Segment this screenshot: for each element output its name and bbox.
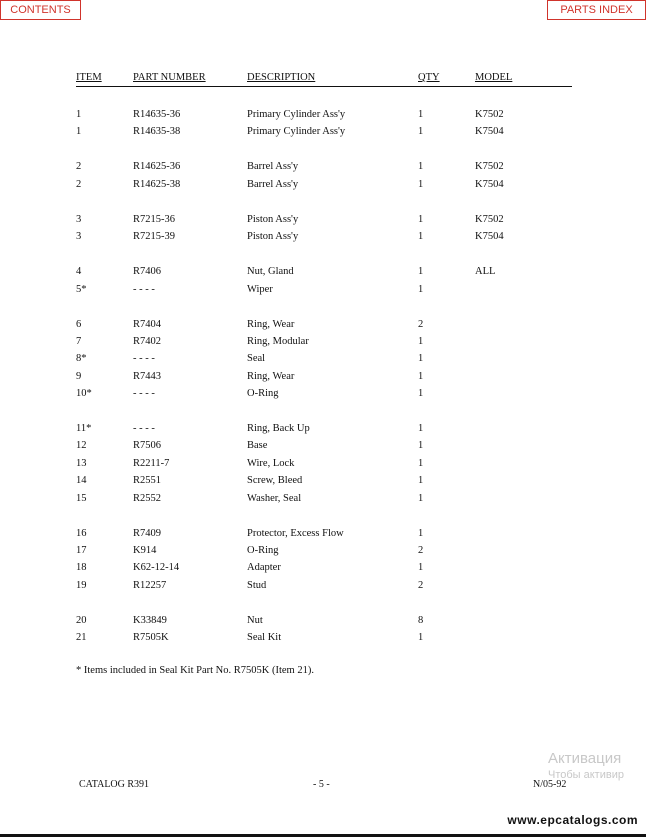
table-row bbox=[76, 179, 572, 196]
cell-item: 20 bbox=[76, 614, 87, 626]
cell-description: Screw, Bleed bbox=[247, 475, 303, 487]
table-row bbox=[76, 528, 572, 545]
table-body bbox=[76, 109, 572, 650]
cell-description: O-Ring bbox=[247, 388, 279, 400]
cell-qty: 1 bbox=[418, 632, 424, 644]
cell-item: 15 bbox=[76, 492, 87, 504]
table-row bbox=[76, 493, 572, 510]
cell-qty: 1 bbox=[418, 562, 424, 574]
cell-description: Adapter bbox=[247, 562, 281, 574]
site-url: www.epcatalogs.com bbox=[507, 813, 638, 827]
cell-item: 1 bbox=[76, 126, 82, 138]
cell-qty: 1 bbox=[418, 335, 424, 347]
cell-qty: 1 bbox=[418, 178, 424, 190]
cell-part-number: K33849 bbox=[133, 614, 167, 626]
cell-item: 6 bbox=[76, 318, 82, 330]
cell-part-number: R14625-36 bbox=[133, 161, 181, 173]
cell-part-number: - - - - bbox=[133, 283, 155, 295]
cell-description: Piston Ass'y bbox=[247, 213, 299, 225]
cell-description: Protector, Excess Flow bbox=[247, 527, 344, 539]
cell-qty: 1 bbox=[418, 527, 424, 539]
cell-part-number: R7404 bbox=[133, 318, 162, 330]
table-row bbox=[76, 319, 572, 336]
table-row bbox=[76, 161, 572, 178]
cell-qty: 1 bbox=[418, 492, 424, 504]
cell-description: Base bbox=[247, 440, 268, 452]
cell-qty: 1 bbox=[418, 109, 424, 120]
table-row bbox=[76, 388, 572, 405]
parts-table bbox=[76, 72, 572, 650]
footer-revision: N/05-92 bbox=[533, 779, 567, 790]
table-row bbox=[76, 562, 572, 579]
cell-item: 16 bbox=[76, 527, 87, 539]
table-row bbox=[76, 109, 572, 126]
cell-part-number: R7402 bbox=[133, 335, 162, 347]
header-model: MODEL bbox=[475, 72, 513, 83]
table-row bbox=[76, 545, 572, 562]
cell-item: 11* bbox=[76, 423, 92, 435]
cell-part-number: R2552 bbox=[133, 492, 162, 504]
cell-description: Wire, Lock bbox=[247, 457, 295, 469]
cell-item: 3 bbox=[76, 231, 82, 243]
cell-qty: 8 bbox=[418, 614, 424, 626]
table-row bbox=[76, 284, 572, 301]
cell-description: Barrel Ass'y bbox=[247, 178, 299, 190]
table-row bbox=[76, 440, 572, 457]
table-row bbox=[76, 353, 572, 370]
cell-description: Seal Kit bbox=[247, 632, 282, 644]
table-row bbox=[76, 231, 572, 248]
cell-item: 10* bbox=[76, 388, 92, 400]
cell-qty: 1 bbox=[418, 231, 424, 243]
table-row bbox=[76, 615, 572, 632]
cell-description: Piston Ass'y bbox=[247, 231, 299, 243]
cell-qty: 1 bbox=[418, 266, 424, 278]
cell-qty: 1 bbox=[418, 161, 424, 173]
parts-index-button[interactable]: PARTS INDEX bbox=[547, 0, 646, 20]
cell-description: O-Ring bbox=[247, 544, 279, 556]
cell-part-number: R14625-38 bbox=[133, 178, 181, 190]
table-row bbox=[76, 475, 572, 492]
cell-part-number: R7505K bbox=[133, 632, 169, 644]
cell-item: 19 bbox=[76, 579, 87, 591]
header-qty: QTY bbox=[418, 72, 440, 83]
activation-watermark bbox=[548, 750, 624, 781]
cell-part-number: R12257 bbox=[133, 579, 167, 591]
cell-part-number: R14635-36 bbox=[133, 109, 181, 120]
cell-item: 21 bbox=[76, 632, 87, 644]
cell-item: 7 bbox=[76, 335, 82, 347]
cell-part-number: R7506 bbox=[133, 440, 162, 452]
cell-description: Ring, Wear bbox=[247, 318, 295, 330]
cell-description: Barrel Ass'y bbox=[247, 161, 299, 173]
footnote: * Items included in Seal Kit Part No. R7505K (Item 21). bbox=[76, 665, 314, 676]
cell-item: 1 bbox=[76, 109, 82, 120]
cell-model: K7504 bbox=[475, 231, 504, 243]
cell-description: Ring, Wear bbox=[247, 370, 295, 382]
cell-item: 5* bbox=[76, 283, 87, 295]
table-row bbox=[76, 423, 572, 440]
header-item: ITEM bbox=[76, 72, 102, 83]
table-row bbox=[76, 214, 572, 231]
cell-item: 17 bbox=[76, 544, 87, 556]
table-row bbox=[76, 371, 572, 388]
table-row bbox=[76, 266, 572, 283]
cell-item: 3 bbox=[76, 213, 82, 225]
cell-item: 9 bbox=[76, 370, 82, 382]
cell-item: 18 bbox=[76, 562, 87, 574]
table-row bbox=[76, 126, 572, 143]
cell-part-number: R2551 bbox=[133, 475, 162, 487]
cell-qty: 1 bbox=[418, 423, 424, 435]
cell-model: K7504 bbox=[475, 178, 504, 190]
cell-part-number: R14635-38 bbox=[133, 126, 181, 138]
cell-model: K7502 bbox=[475, 109, 504, 120]
table-row bbox=[76, 336, 572, 353]
cell-model: K7502 bbox=[475, 161, 504, 173]
cell-part-number: - - - - bbox=[133, 388, 155, 400]
watermark-line-2: Чтобы активир bbox=[548, 769, 624, 781]
cell-part-number: - - - - bbox=[133, 423, 155, 435]
cell-qty: 1 bbox=[418, 213, 424, 225]
cell-qty: 2 bbox=[418, 318, 424, 330]
footer-page-number: - 5 - bbox=[313, 779, 330, 790]
cell-item: 14 bbox=[76, 475, 87, 487]
cell-qty: 1 bbox=[418, 457, 424, 469]
cell-qty: 1 bbox=[418, 475, 424, 487]
table-row bbox=[76, 632, 572, 649]
cell-part-number: - - - - bbox=[133, 353, 155, 365]
cell-description: Nut bbox=[247, 614, 263, 626]
cell-description: Stud bbox=[247, 579, 267, 591]
cell-part-number: K62-12-14 bbox=[133, 562, 180, 574]
cell-item: 4 bbox=[76, 266, 82, 278]
cell-part-number: K914 bbox=[133, 544, 157, 556]
cell-qty: 1 bbox=[418, 126, 424, 138]
cell-description: Seal bbox=[247, 353, 266, 365]
cell-part-number: R7443 bbox=[133, 370, 162, 382]
cell-qty: 1 bbox=[418, 440, 424, 452]
cell-item: 12 bbox=[76, 440, 87, 452]
cell-qty: 1 bbox=[418, 283, 424, 295]
cell-item: 13 bbox=[76, 457, 87, 469]
cell-description: Wiper bbox=[247, 283, 273, 295]
table-header bbox=[76, 72, 572, 87]
table-row bbox=[76, 580, 572, 597]
header-description: DESCRIPTION bbox=[247, 72, 316, 83]
cell-part-number: R7406 bbox=[133, 266, 162, 278]
cell-qty: 1 bbox=[418, 353, 424, 365]
cell-qty: 1 bbox=[418, 370, 424, 382]
cell-part-number: R7215-39 bbox=[133, 231, 175, 243]
cell-model: K7502 bbox=[475, 213, 504, 225]
cell-item: 8* bbox=[76, 353, 87, 365]
cell-model: ALL bbox=[475, 266, 496, 278]
cell-qty: 2 bbox=[418, 579, 424, 591]
watermark-line-1: Активация bbox=[548, 750, 622, 767]
cell-description: Ring, Modular bbox=[247, 335, 309, 347]
cell-qty: 1 bbox=[418, 388, 424, 400]
header-part-number: PART NUMBER bbox=[133, 72, 206, 83]
cell-model: K7504 bbox=[475, 126, 504, 138]
cell-part-number: R2211-7 bbox=[133, 457, 170, 469]
cell-description: Nut, Gland bbox=[247, 266, 294, 278]
cell-description: Primary Cylinder Ass'y bbox=[247, 126, 346, 138]
cell-description: Primary Cylinder Ass'y bbox=[247, 109, 346, 120]
table-row bbox=[76, 458, 572, 475]
cell-description: Ring, Back Up bbox=[247, 423, 310, 435]
cell-item: 2 bbox=[76, 161, 82, 173]
cell-item: 2 bbox=[76, 178, 82, 190]
footer-catalog: CATALOG R391 bbox=[79, 779, 150, 790]
cell-qty: 2 bbox=[418, 544, 424, 556]
contents-button[interactable]: CONTENTS bbox=[0, 0, 81, 20]
cell-description: Washer, Seal bbox=[247, 492, 302, 504]
cell-part-number: R7409 bbox=[133, 527, 162, 539]
cell-part-number: R7215-36 bbox=[133, 213, 175, 225]
